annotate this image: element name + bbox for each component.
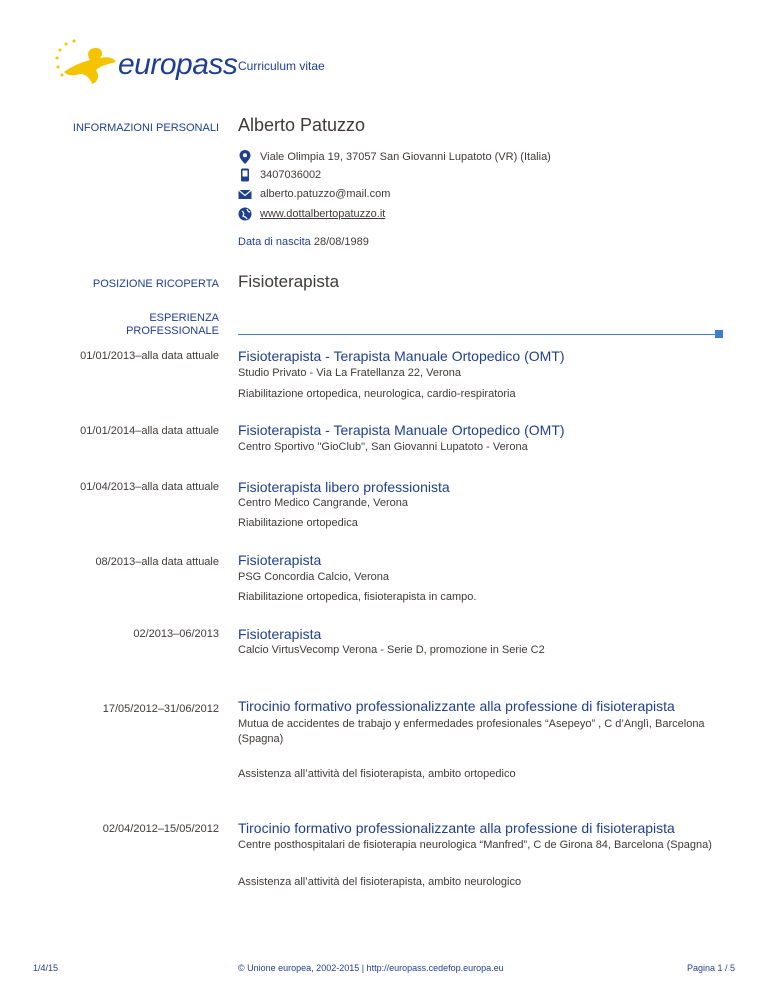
- website-link[interactable]: www.dottalbertopatuzzo.it: [260, 208, 386, 220]
- exp-title: Fisioterapista: [238, 552, 322, 568]
- section-label-experience: [126, 312, 219, 338]
- section-label-experience-line1: ESPERIENZA: [149, 312, 219, 324]
- exp-title: Tirocinio formativo professionalizzante alla professione di fisioterapista: [238, 698, 675, 714]
- website-icon: [238, 207, 252, 221]
- birth-row: [238, 236, 369, 248]
- exp-place: Centro Medico Cangrande, Verona: [238, 497, 408, 509]
- email-text: alberto.patuzzo@mail.com: [260, 188, 391, 200]
- exp-desc: Assistenza all’attività del fisioterapista, ambito neurologico: [238, 876, 522, 888]
- doc-type: Curriculum vitae: [238, 59, 325, 73]
- section-label-position: POSIZIONE RICOPERTA: [92, 278, 219, 290]
- birth-label: Data di nascita: [238, 236, 311, 248]
- exp-place: Studio Privato - Via La Fratellanza 22, Verona: [238, 367, 461, 379]
- exp-place: Centre posthospitalari de fisioterapia neurologica “Manfred”, C de Girona 84, Barcelona (Spagna): [238, 839, 712, 851]
- exp-place: Mutua de accidentes de trabajo y enfermedades profesionales “Asepeyo” , C d’Anglì, Barcelona (Spagna): [238, 718, 705, 745]
- mobile-phone-icon: [238, 168, 252, 182]
- exp-date: 01/01/2014–alla data attuale: [80, 425, 219, 437]
- exp-title: Tirocinio formativo professionalizzante alla professione di fisioterapista: [238, 820, 675, 836]
- birth-date: 28/08/1989: [313, 236, 369, 248]
- position-title: Fisioterapista: [238, 272, 340, 291]
- section-label-experience-line2: PROFESSIONALE: [126, 325, 219, 337]
- exp-date: 08/2013–alla data attuale: [95, 556, 219, 568]
- footer-page-number: Pagina 1 / 5: [686, 963, 735, 973]
- footer-copyright: © Unione europea, 2002-2015 | http://europass.cedefop.europa.eu: [238, 963, 504, 973]
- exp-desc: Riabilitazione ortopedica, fisioterapista in campo.: [238, 591, 477, 603]
- address-text: Viale Olimpia 19, 37057 San Giovanni Lupatoto (VR) (Italia): [260, 151, 551, 163]
- exp-date: 01/01/2013–alla data attuale: [80, 350, 219, 362]
- exp-title: Fisioterapista - Terapista Manuale Ortopedico (OMT): [238, 422, 565, 438]
- exp-desc: Riabilitazione ortopedica, neurologica, cardio-respiratoria: [238, 388, 516, 400]
- exp-date: 02/04/2012–15/05/2012: [102, 823, 219, 835]
- exp-place: Centro Sportivo "GioClub", San Giovanni Lupatoto - Verona: [238, 441, 528, 453]
- section-divider-line: [238, 334, 716, 335]
- location-icon: [238, 150, 252, 164]
- exp-desc: Riabilitazione ortopedica: [238, 517, 358, 529]
- footer-date: 1/4/15: [33, 963, 59, 973]
- exp-title: Fisioterapista - Terapista Manuale Ortopedico (OMT): [238, 348, 565, 364]
- email-icon: [238, 187, 252, 201]
- person-name: Alberto Patuzzo: [238, 115, 366, 135]
- exp-place: Calcio VirtusVecomp Verona - Serie D, promozione in Serie C2: [238, 644, 545, 656]
- exp-title: Fisioterapista: [238, 626, 322, 642]
- section-label-personal: INFORMAZIONI PERSONALI: [72, 122, 219, 134]
- exp-place: PSG Concordia Calcio, Verona: [238, 571, 390, 583]
- exp-title: Fisioterapista libero professionista: [238, 479, 450, 495]
- phone-text: 3407036002: [260, 169, 322, 181]
- exp-desc: Assistenza all’attività del fisioterapista, ambito ortopedico: [238, 768, 516, 780]
- section-divider-square: [715, 330, 723, 338]
- logo-text: europass: [118, 48, 238, 81]
- exp-date: 02/2013–06/2013: [133, 628, 219, 640]
- exp-date: 17/05/2012–31/06/2012: [102, 703, 219, 715]
- exp-date: 01/04/2013–alla data attuale: [80, 481, 219, 493]
